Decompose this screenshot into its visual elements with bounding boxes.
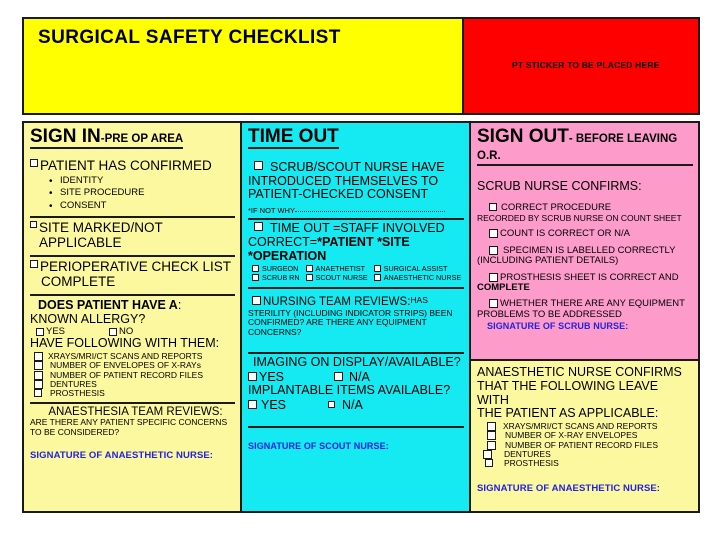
anaesthetic-confirms-line2: THAT THE FOLLOWING LEAVE WITH [477, 378, 659, 407]
checkbox-site-marked[interactable] [30, 221, 37, 228]
time-out-correct-prefix: CORRECT= [248, 234, 318, 249]
checkbox-xrays-scans[interactable] [34, 352, 43, 361]
implantable-yes-label: YES [261, 397, 287, 412]
sign-in-heading [30, 127, 183, 149]
sign-out-leave-item-label: NUMBER OF PATIENT RECORD FILES [505, 439, 659, 450]
patient-sticker-area[interactable] [464, 19, 698, 113]
sign-out-leave-item-label: NUMBER OF X-RAY ENVELOPES [505, 430, 638, 441]
allergy-yes-label: YES [46, 326, 66, 338]
checkbox-scrub-rn[interactable] [252, 274, 259, 281]
sign-in-item-patient-confirmed-label: PATIENT HAS CONFIRMED [40, 157, 212, 173]
page-title: SURGICAL SAFETY CHECKLIST [38, 27, 341, 48]
sign-in-item-periop-checklist-label: PERIOPERATIVE CHECK LIST [40, 259, 232, 275]
checkbox-anaesthetic-nurse[interactable] [374, 274, 381, 281]
list-item: • CONSENT [60, 200, 235, 213]
known-allergy-question: KNOWN ALLERGY? [30, 311, 146, 326]
checkbox-scrub-scout-introduced[interactable] [254, 161, 263, 170]
sign-out-scrub-section [471, 123, 698, 359]
checkbox-surgical-assist[interactable] [374, 265, 381, 272]
anaesthetic-confirms-line3: THE PATIENT AS APPLICABLE: [477, 406, 659, 421]
including-patient-details-label: (INCLUDING PATIENT DETAILS) [477, 255, 619, 267]
checkbox-leave-xray-envelopes[interactable] [487, 431, 496, 440]
signature-scrub-nurse[interactable]: SIGNATURE OF SCRUB NURSE: [487, 321, 629, 332]
checkbox-leave-dentures[interactable] [483, 450, 492, 459]
staff-role-surgical-assist-label: SURGICAL ASSIST [383, 264, 448, 274]
checkbox-implantable-na[interactable] [328, 401, 335, 408]
sign-out-heading-wrap [477, 127, 693, 169]
sign-in-following-item-label: NUMBER OF PATIENT RECORD FILES [50, 369, 204, 380]
if-not-why-row[interactable] [248, 203, 464, 215]
does-patient-have-a-text: DOES PATIENT HAVE A [38, 297, 178, 312]
sign-out-prosthesis-sheet-label: PROSTHESIS SHEET IS CORRECT AND [500, 271, 679, 283]
checkbox-specimen-labelled[interactable] [489, 246, 498, 255]
time-out-scrub-line1: SCRUB/SCOUT NURSE HAVE [270, 159, 445, 174]
header-band [22, 17, 700, 115]
imaging-yes-na-row [248, 370, 464, 384]
staff-column-3 [374, 264, 461, 282]
prosthesis-complete-label: COMPLETE [477, 282, 530, 294]
sign-out-heading [477, 127, 693, 166]
column-sign-in [24, 123, 242, 511]
time-out-item-scrub-introduced[interactable] [248, 161, 464, 175]
staff-column-2 [306, 264, 368, 282]
imaging-question: IMAGING ON DISPLAY/AVAILABLE? [253, 355, 461, 370]
checkbox-xray-envelopes[interactable] [34, 361, 43, 370]
sign-in-heading-sub: -PRE OP AREA [100, 133, 184, 145]
staff-role-anaesthetic-nurse[interactable] [374, 273, 461, 282]
checkbox-prosthesis[interactable] [34, 389, 42, 397]
nursing-line4: CONCERNS? [248, 326, 302, 337]
sign-in-following-item-label: NUMBER OF ENVELOPES OF X-RAYs [50, 360, 201, 371]
divider [248, 287, 464, 289]
time-out-correct-bold: *PATIENT *SITE *OPERATION [248, 234, 410, 263]
nursing-team-reviews-label: NURSING TEAM REVIEWS [263, 296, 408, 309]
allergy-no-label: NO [119, 326, 134, 338]
divider [248, 426, 464, 428]
time-out-correct-row [248, 236, 464, 264]
signature-anaesthetic-nurse-sign-out[interactable]: SIGNATURE OF ANAESTHETIC NURSE: [477, 482, 661, 494]
anaesthetic-confirms-line1: ANAESTHETIC NURSE CONFIRMS [477, 365, 682, 379]
list-item: • IDENTITY [60, 175, 235, 188]
sign-out-count-correct-label: COUNT IS CORRECT OR N/A [500, 228, 631, 240]
sign-in-following-item-label: XRAYS/MRI/CT SCANS AND REPORTS [48, 351, 203, 361]
checkbox-anaethetist[interactable] [306, 265, 313, 272]
checkbox-time-out-staff[interactable] [254, 222, 263, 231]
implantable-na-label: N/A [342, 397, 363, 412]
sticker-placeholder-label: PT STICKER TO BE PLACED HERE [512, 60, 660, 70]
checkbox-patient-record-files[interactable] [34, 371, 43, 380]
checkbox-patient-confirmed[interactable] [30, 159, 38, 167]
divider [248, 352, 464, 354]
divider [30, 255, 235, 257]
checkbox-implantable-yes[interactable] [248, 400, 257, 409]
nursing-line3: CONFIRMED? ARE THERE ANY EQUIPMENT [248, 317, 427, 328]
implantable-yes-na-row [248, 398, 464, 412]
time-out-item-staff-involved[interactable] [248, 222, 464, 236]
sign-out-leave-item-label: PROSTHESIS [504, 458, 559, 469]
staff-checkbox-grid [248, 264, 464, 282]
header-title-cell [24, 19, 464, 113]
staff-role-surgical-assist[interactable] [374, 264, 461, 273]
checkbox-correct-procedure[interactable] [489, 203, 497, 211]
checkbox-prosthesis-sheet[interactable] [489, 273, 498, 282]
sign-in-item-periop-checklist-label2: COMPLETE [41, 273, 116, 289]
patient-confirmed-bullets [30, 175, 235, 213]
time-out-heading [248, 127, 339, 149]
divider [30, 294, 235, 296]
column-time-out [242, 123, 471, 511]
sign-out-anaesthetic-section [471, 359, 698, 511]
sign-out-equipment-line1: WHETHER THERE ARE ANY EQUIPMENT [500, 298, 685, 310]
sign-in-item-site-marked[interactable] [30, 221, 235, 251]
anaesthesia-team-reviews-heading: ANAESTHESIA TEAM REVIEWS: [48, 405, 223, 418]
checkbox-count-correct[interactable] [489, 229, 498, 238]
staff-role-scout-nurse-label: SCOUT NURSE [315, 273, 368, 283]
checkbox-surgeon[interactable] [252, 265, 259, 272]
staff-role-surgeon-label: SURGEON [262, 264, 299, 274]
sign-out-correct-procedure-label: CORRECT PROCEDURE [501, 202, 612, 214]
time-out-heading-text: TIME OUT [248, 126, 339, 147]
imaging-na-label: N/A [349, 369, 370, 384]
sign-out-item-count-correct[interactable] [477, 229, 693, 239]
recorded-by-scrub-nurse-label: RECORDED BY SCRUB NURSE ON COUNT SHEET [477, 212, 682, 223]
sign-in-heading-main: SIGN IN [30, 126, 101, 147]
staff-role-anaethetist-label: ANAETHETIST [315, 264, 366, 274]
sign-out-equipment-line2: PROBLEMS TO BE ADDRESSED [477, 308, 622, 320]
have-following-with-them-heading: HAVE FOLLOWING WITH THEM: [30, 336, 220, 351]
checkbox-imaging-yes[interactable] [248, 372, 257, 381]
checkbox-equipment-problems[interactable] [489, 299, 498, 308]
implantable-question: IMPLANTABLE ITEMS AVAILABLE? [248, 382, 451, 397]
staff-role-surgeon[interactable] [252, 264, 300, 273]
checkbox-periop-checklist[interactable] [30, 260, 38, 268]
divider [30, 402, 235, 404]
does-patient-have-a-heading [30, 299, 235, 313]
time-out-heading-wrap [248, 127, 464, 152]
checkbox-leave-xrays-scans[interactable] [487, 422, 496, 431]
staff-role-anaethetist[interactable] [306, 264, 368, 273]
sign-out-specimen-labelled-label: SPECIMEN IS LABELLED CORRECTLY [503, 244, 676, 256]
staff-role-scout-nurse[interactable] [306, 273, 368, 282]
sign-in-item-site-marked-label: SITE MARKED/NOT APPLICABLE [39, 220, 163, 251]
checkbox-leave-record-files[interactable] [487, 441, 496, 450]
sign-in-following-item[interactable] [30, 389, 235, 398]
imaging-yes-label: YES [259, 369, 285, 384]
checkbox-allergy-no[interactable] [109, 328, 117, 336]
checkbox-leave-prosthesis[interactable] [485, 459, 493, 467]
sign-out-leave-item[interactable] [477, 459, 693, 468]
staff-role-anaesthetic-nurse-label: ANAESTHETIC NURSE [383, 273, 462, 283]
divider [248, 218, 464, 220]
checkbox-dentures[interactable] [34, 380, 43, 389]
staff-role-scrub-rn[interactable] [252, 273, 300, 282]
nursing-has: HAS [410, 295, 428, 306]
divider [30, 216, 235, 218]
checkbox-allergy-yes[interactable] [36, 328, 44, 336]
checkbox-imaging-na[interactable] [334, 372, 343, 381]
sign-in-item-periop-checklist[interactable] [30, 260, 235, 275]
column-sign-out [471, 123, 698, 511]
staff-role-scrub-rn-label: SCRUB RN [262, 273, 300, 283]
checkbox-scout-nurse[interactable] [306, 274, 313, 281]
anaesthesia-concerns-line2: TO BE CONSIDERED? [30, 426, 120, 437]
if-not-why-label: *IF NOT WHY [248, 206, 295, 216]
anaesthesia-concerns-line1: ARE THERE ANY PATIENT SPECIFIC CONCERNS [30, 417, 228, 428]
time-out-scrub-line3: PATIENT-CHECKED CONSENT [248, 187, 429, 202]
scrub-nurse-confirms-heading: SCRUB NURSE CONFIRMS: [477, 178, 642, 193]
staff-column-1 [252, 264, 300, 282]
sign-in-following-item-label: PROSTHESIS [50, 388, 105, 399]
sign-out-leave-item-label: DENTURES [504, 449, 551, 460]
does-patient-have-a-colon: : [177, 297, 182, 312]
signature-scout-nurse[interactable]: SIGNATURE OF SCOUT NURSE: [248, 440, 389, 451]
checklist-columns [22, 121, 700, 513]
nursing-line2: STERILITY (INCLUDING INDICATOR STRIPS) BEEN [248, 308, 453, 319]
if-not-why-fill-line[interactable] [295, 203, 445, 212]
sign-out-heading-main: SIGN OUT [477, 126, 569, 147]
sign-in-heading-wrap [30, 127, 235, 152]
signature-anaesthetic-nurse-sign-in[interactable]: SIGNATURE OF ANAESTHETIC NURSE: [30, 450, 214, 462]
sign-out-leave-item-label: XRAYS/MRI/CT SCANS AND REPORTS [503, 421, 658, 431]
nursing-colon: : [407, 296, 411, 309]
list-item: • SITE PROCEDURE [60, 187, 235, 200]
time-out-scrub-line2: INTRODUCED THEMSELVES TO [248, 173, 439, 188]
time-out-staff-label: TIME OUT =STAFF INVOLVED [270, 221, 445, 236]
checkbox-nursing-team-reviews[interactable] [252, 296, 261, 305]
sign-in-following-item-label: DENTURES [50, 379, 97, 390]
sign-out-heading-sub: - BEFORE LEAVING O.R. [477, 133, 678, 162]
sign-in-item-patient-confirmed[interactable] [30, 159, 235, 174]
